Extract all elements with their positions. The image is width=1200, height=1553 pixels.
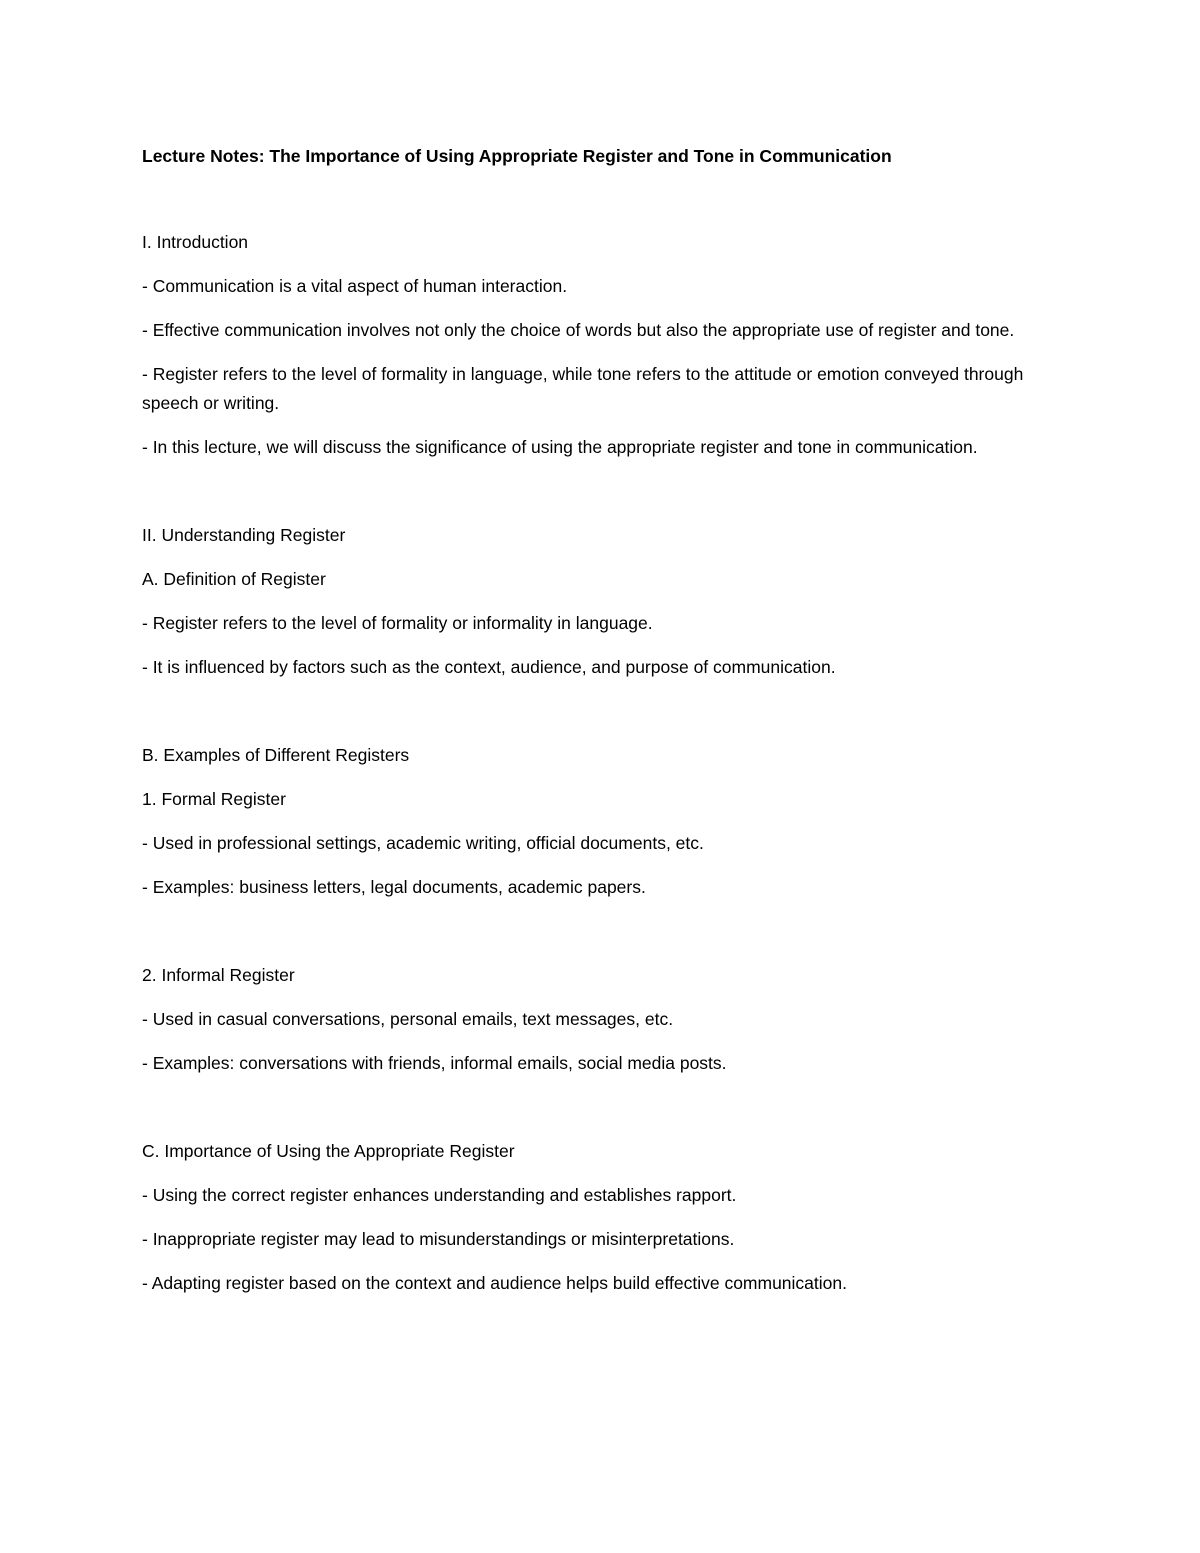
section-spacer: [142, 477, 1062, 521]
section-introduction: [142, 228, 1062, 462]
section-heading: II. Understanding Register: [142, 525, 346, 545]
bullet-line: - Adapting register based on the context and audience helps build effective communication.: [142, 1273, 847, 1293]
section-spacer: [142, 917, 1062, 961]
bullet-line: - Communication is a vital aspect of human interaction.: [142, 276, 568, 296]
list-heading: 1. Formal Register: [142, 789, 286, 809]
section-examples-registers: [142, 741, 1062, 902]
list-heading: 2. Informal Register: [142, 965, 295, 985]
section-informal-register: [142, 961, 1062, 1078]
bullet-line: - Register refers to the level of formality in language, while tone refers to the attitude or emotion conveyed through speech or writing.: [142, 364, 1024, 413]
bullet-line: - Using the correct register enhances understanding and establishes rapport.: [142, 1185, 737, 1205]
section-spacer: [142, 1093, 1062, 1137]
section-understanding-register: [142, 521, 1062, 682]
subsection-heading: B. Examples of Different Registers: [142, 745, 410, 765]
subsection-heading: C. Importance of Using the Appropriate Register: [142, 1141, 515, 1161]
subsection-heading: A. Definition of Register: [142, 569, 326, 589]
bullet-line: - Examples: business letters, legal documents, academic papers.: [142, 877, 646, 897]
bullet-line: - Examples: conversations with friends, informal emails, social media posts.: [142, 1053, 727, 1073]
bullet-line: - It is influenced by factors such as the context, audience, and purpose of communication.: [142, 657, 836, 677]
bullet-line: - Used in professional settings, academic writing, official documents, etc.: [142, 833, 704, 853]
bullet-line: - In this lecture, we will discuss the significance of using the appropriate register and tone in communication.: [142, 437, 978, 457]
bullet-line: - Effective communication involves not only the choice of words but also the appropriate use of register and tone.: [142, 320, 1015, 340]
document-title: Lecture Notes: The Importance of Using Appropriate Register and Tone in Communication: [142, 146, 892, 166]
bullet-line: - Used in casual conversations, personal emails, text messages, etc.: [142, 1009, 674, 1029]
bullet-line: - Inappropriate register may lead to misunderstandings or misinterpretations.: [142, 1229, 735, 1249]
bullet-line: - Register refers to the level of formality or informality in language.: [142, 613, 653, 633]
section-spacer: [142, 697, 1062, 741]
section-heading: I. Introduction: [142, 232, 249, 252]
document-body: [142, 142, 1062, 1313]
section-importance-register: [142, 1137, 1062, 1298]
